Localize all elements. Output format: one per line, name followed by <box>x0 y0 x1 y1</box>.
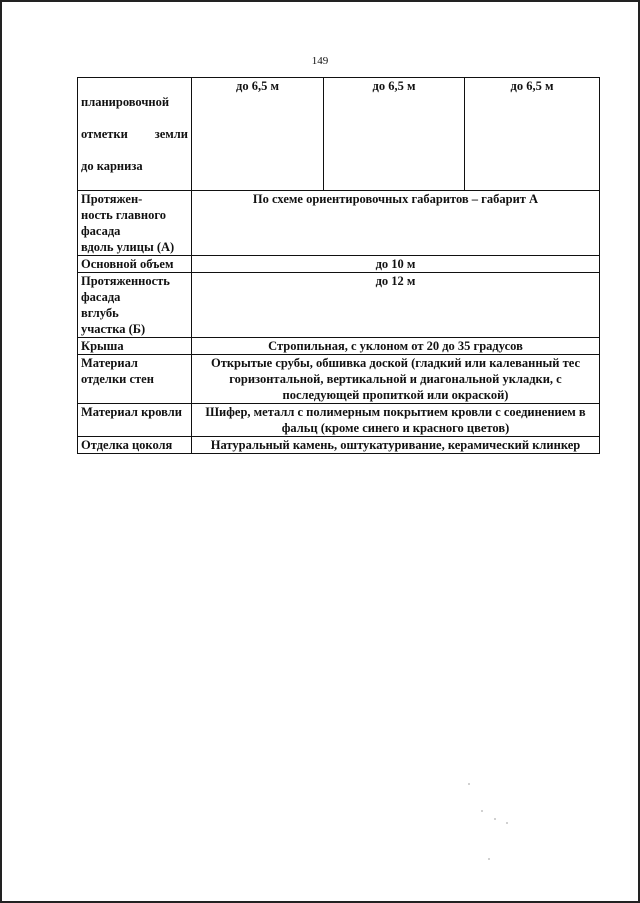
page-number: 149 <box>311 55 329 67</box>
row-label-wall-finish: Материал отделки стен <box>78 355 192 404</box>
table-row-roof <box>78 338 600 355</box>
facade-depth-value: до 12 м <box>192 273 600 338</box>
row-label-main-volume: Основной объем <box>78 256 192 273</box>
scan-speck <box>488 858 490 860</box>
wall-finish-value: Открытые срубы, обшивка доской (гладкий или калеванный тес горизонтальной, вертикальной и диагональной укладки, с последующей пропиткой или окраской) <box>192 355 600 404</box>
table-row-main-volume <box>78 256 600 273</box>
table-row-facade-depth <box>78 273 600 338</box>
row-label-roof: Крыша <box>78 338 192 355</box>
elevation-value-2: до 6,5 м <box>324 78 465 191</box>
row-label-elevation-line-3: до карниза <box>81 159 143 173</box>
roof-value: Стропильная, с уклоном от 20 до 35 градусов <box>192 338 600 355</box>
row-label-elevation <box>78 78 192 191</box>
scan-speck <box>481 810 483 812</box>
scan-speck <box>468 783 470 785</box>
row-label-plinth: Отделка цоколя <box>78 437 192 454</box>
table-row-elevation <box>78 78 600 191</box>
roof-material-value: Шифер, металл с полимерным покрытием кровли с соединением в фальц (кроме синего и красного цветов) <box>192 404 600 437</box>
elevation-value-1: до 6,5 м <box>192 78 324 191</box>
table-row-facade-length <box>78 191 600 256</box>
table-row-wall-finish <box>78 355 600 404</box>
row-label-facade-length: Протяжен- ность главного фасада вдоль улицы (А) <box>78 191 192 256</box>
facade-length-value: По схеме ориентировочных габаритов – габарит А <box>192 191 600 256</box>
elevation-value-3: до 6,5 м <box>465 78 600 191</box>
main-volume-value: до 10 м <box>192 256 600 273</box>
scan-speck <box>494 818 496 820</box>
table-row-roof-material <box>78 404 600 437</box>
row-label-elevation-line-1: планировочной <box>81 95 170 109</box>
row-label-roof-material: Материал кровли <box>78 404 192 437</box>
table-row-plinth <box>78 437 600 454</box>
row-label-facade-depth: Протяженность фасада вглубь участка (Б) <box>78 273 192 338</box>
scan-speck <box>506 822 508 824</box>
plinth-value: Натуральный камень, оштукатуривание, керамический клинкер <box>192 437 600 454</box>
spec-table <box>77 77 600 454</box>
row-label-elevation-line-2: отметки земли <box>81 127 188 141</box>
